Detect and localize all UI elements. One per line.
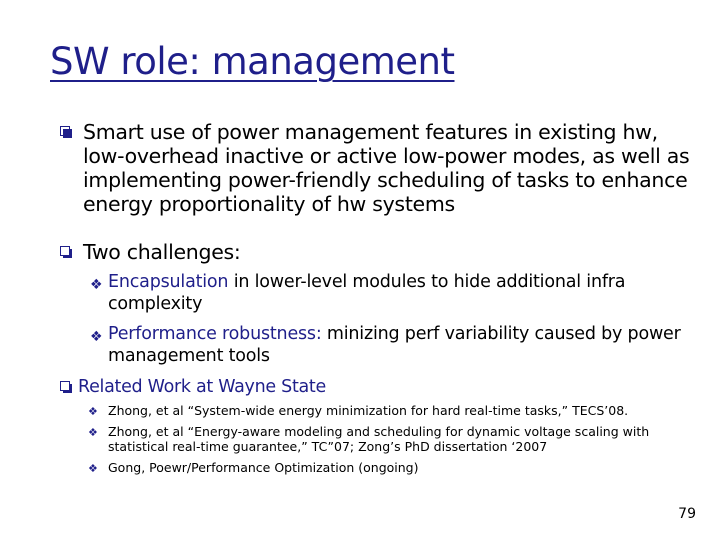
challenge-encapsulation xyxy=(90,271,690,315)
diamond-bullet-icon: ❖ xyxy=(90,329,103,345)
reference-item: ❖ Gong, Poewr/Performance Optimization (ongoing) xyxy=(88,460,419,475)
challenge-term: Performance robustness: xyxy=(108,324,322,344)
checkbox-square-icon xyxy=(60,246,72,258)
bullet-text: Smart use of power management features in existing hw, low-overhead inactive or active low-power modes, as well as implementing power-friendly scheduling of tasks to enhance energy proportionality of hw systems xyxy=(83,120,690,216)
challenge-desc: minizing perf variability caused by power management tools xyxy=(108,324,681,366)
challenge-performance-robustness xyxy=(90,323,690,367)
checkbox-square-icon xyxy=(60,126,72,138)
page-number: 79 xyxy=(678,506,696,522)
bullet-related-work xyxy=(60,376,700,398)
diamond-bullet-icon: ❖ xyxy=(88,405,98,418)
diamond-bullet-icon: ❖ xyxy=(90,277,103,293)
bullet-text: Two challenges: xyxy=(83,240,241,264)
related-work-heading: Related Work at Wayne State xyxy=(78,377,326,397)
diamond-bullet-icon: ❖ xyxy=(88,462,98,475)
reference-item: ❖ Zhong, et al “Energy-aware modeling and scheduling for dynamic voltage scaling with statistical real-time guarantee,” TC”07; Zong’s PhD dissertation ‘2007 xyxy=(88,424,650,454)
challenge-term: Encapsulation xyxy=(108,272,229,292)
slide-title: SW role: management xyxy=(50,40,455,83)
diamond-bullet-icon: ❖ xyxy=(88,426,98,439)
bullet-two-challenges xyxy=(60,240,700,264)
checkbox-square-icon xyxy=(60,381,72,393)
reference-item: ❖ Zhong, et al “System-wide energy minimization for hard real-time tasks,” TECS’08. xyxy=(88,403,629,418)
bullet-smart-use xyxy=(60,120,700,216)
challenge-desc: in lower-level modules to hide additional infra complexity xyxy=(108,272,626,314)
